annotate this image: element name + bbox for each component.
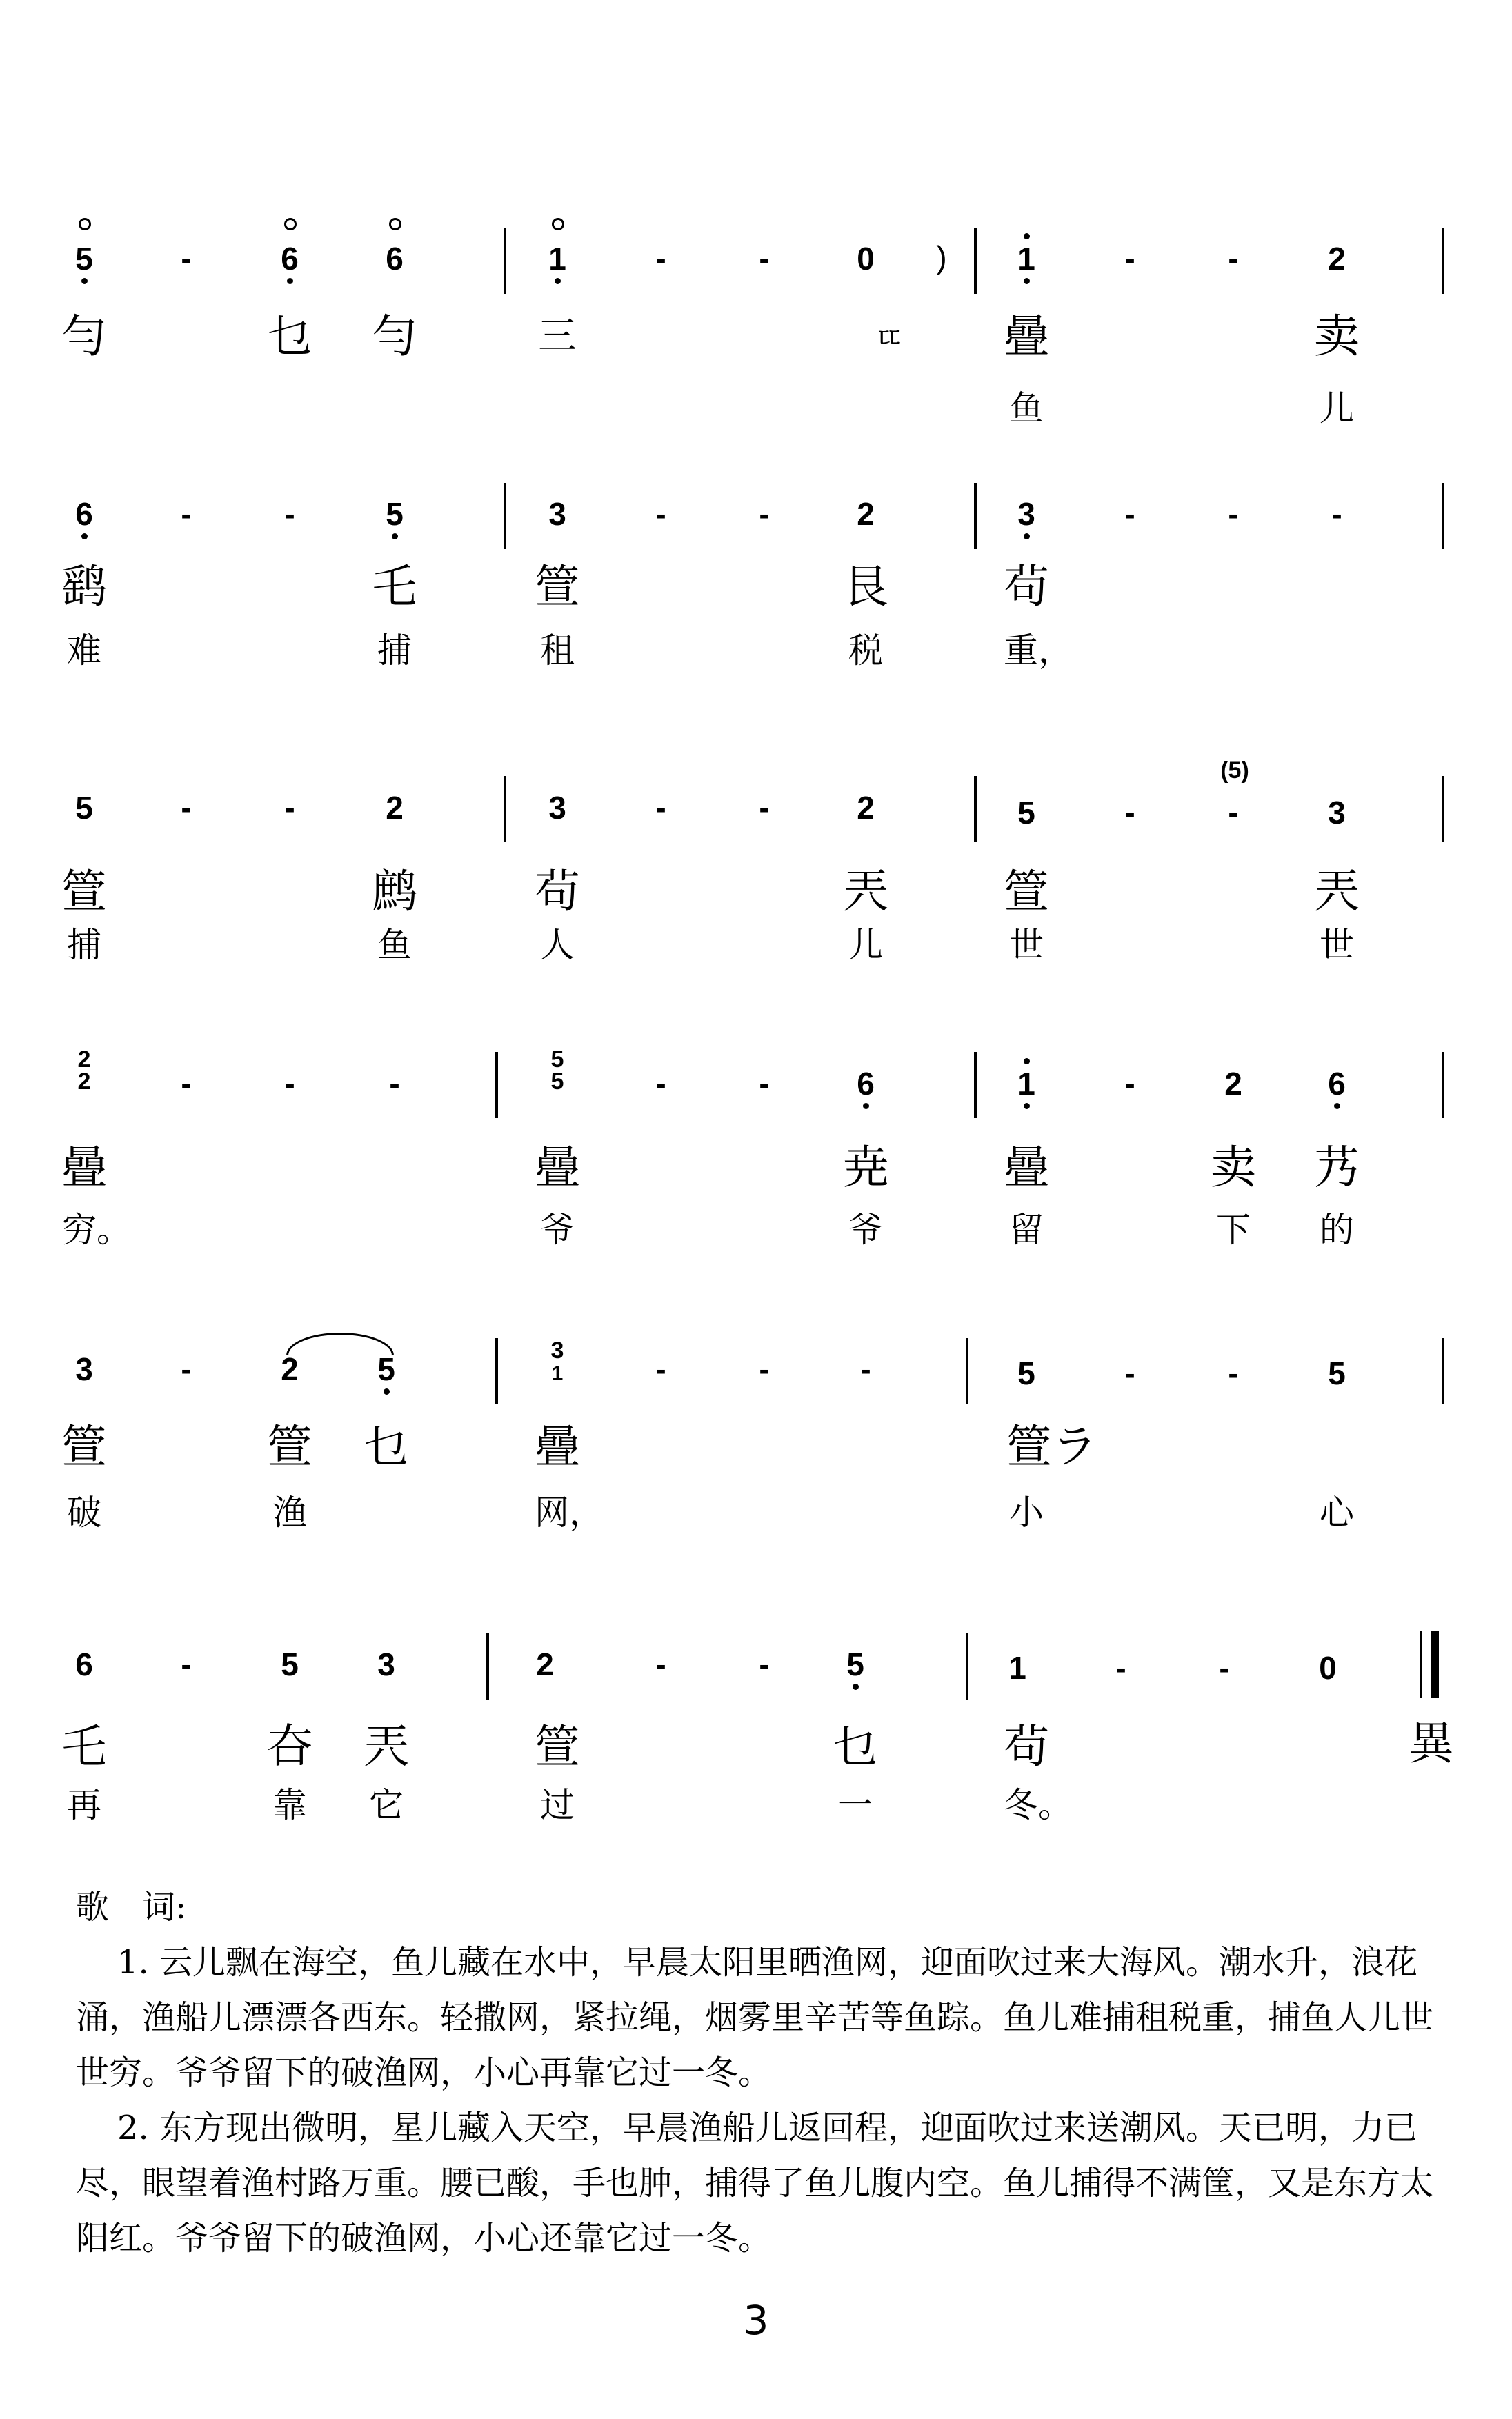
dash: - (284, 496, 295, 532)
note: 3 (548, 496, 566, 532)
dash: - (1124, 795, 1135, 830)
dash: - (1228, 496, 1239, 532)
note: 5 (63, 243, 105, 275)
dash: - (389, 1066, 400, 1102)
note: 5 (1328, 1355, 1346, 1391)
note: 1 (1006, 243, 1047, 275)
gongche-symbol: 乜 (364, 1420, 409, 1473)
dash: - (860, 1351, 871, 1387)
lyric-syllable: 靠 (272, 1785, 307, 1825)
note: 2 (281, 1351, 299, 1387)
dash: - (181, 1646, 192, 1682)
note-chord: 2 2 (77, 1046, 91, 1095)
lyric-syllable: 再 (67, 1785, 101, 1825)
lyric-syllable: 鱼 (1009, 388, 1044, 428)
gongche-symbol: 箮 (61, 1420, 107, 1473)
dash: - (181, 1351, 192, 1387)
dash: - (1228, 795, 1239, 830)
barline (1442, 483, 1444, 549)
barline (974, 228, 977, 294)
note: 6 (845, 1068, 886, 1099)
barline (974, 776, 977, 842)
dash: - (1124, 496, 1135, 532)
gongche-symbol: 勻 (61, 310, 107, 363)
closing-paren: ) (936, 239, 947, 275)
lyric-syllable: 难 (67, 630, 101, 670)
note-chord: 3 1 (550, 1337, 564, 1386)
note: 1 (1006, 1068, 1047, 1099)
lyric-syllable: 人 (540, 925, 575, 965)
final-barline-thick (1431, 1631, 1439, 1698)
barline (1442, 1338, 1444, 1404)
dash: - (1124, 241, 1135, 277)
final-barline-thin (1420, 1631, 1422, 1698)
note: 5 (1017, 795, 1035, 830)
lyrics-section (76, 1880, 1455, 2266)
lyric-syllable: 下 (1216, 1210, 1251, 1250)
gongche-symbol: 茍 (535, 865, 580, 918)
gongche-symbol: 卖 (1211, 1141, 1256, 1194)
gongche-symbol: 兲 (1314, 865, 1360, 918)
gongche-symbol: 茍 (1004, 1720, 1049, 1773)
lyric-syllable: 小 (1009, 1493, 1044, 1533)
lyric-syllable: 穷。 (62, 1210, 131, 1250)
gongche-symbol: 艮 (843, 560, 888, 613)
gongche-symbol: 曡 (61, 1141, 107, 1194)
dash: - (759, 790, 770, 826)
dash: - (1331, 496, 1342, 532)
dash: - (1124, 1066, 1135, 1102)
note: 2 (1224, 1066, 1242, 1102)
barline (974, 1052, 977, 1118)
gongche-symbol: 三 (538, 314, 577, 359)
gongche-symbol: 兲 (843, 865, 888, 918)
lyric-syllable: 留 (1009, 1210, 1044, 1250)
page-number: 3 (743, 2297, 769, 2344)
dash: - (655, 1646, 666, 1682)
note: 6 (1316, 1068, 1357, 1099)
gongche-symbol: 卖 (1314, 310, 1360, 363)
lyric-syllable: 重， (1004, 630, 1073, 670)
lyrics-heading: 歌 词: (76, 1888, 187, 1927)
dash: - (1115, 1650, 1126, 1686)
gongche-symbol: 箮ラ (1006, 1420, 1097, 1473)
dash: - (181, 790, 192, 826)
note: 1 (537, 243, 578, 275)
lyric-syllable: 过 (540, 1785, 575, 1825)
note: 2 (386, 790, 404, 826)
dash: - (655, 241, 666, 277)
gongche-symbol: 曡 (1004, 1141, 1049, 1194)
grace-note: (5) (1220, 757, 1249, 784)
gongche-symbol: 茍 (1004, 560, 1049, 613)
lyric-syllable: 儿 (848, 925, 883, 965)
note: 5 (366, 1353, 407, 1385)
note: 3 (377, 1646, 395, 1682)
lyric-syllable: 心 (1320, 1493, 1354, 1533)
lyric-syllable: 儿 (1320, 388, 1354, 428)
dash: - (181, 496, 192, 532)
gongche-symbol: 兲 (364, 1720, 409, 1773)
lyric-syllable: 它 (369, 1785, 404, 1825)
note: 3 (1006, 498, 1047, 530)
dash: - (1228, 241, 1239, 277)
dash: - (284, 1066, 295, 1102)
lyric-syllable: 租 (540, 630, 575, 670)
lyric-syllable: 世 (1009, 925, 1044, 965)
gongche-symbol: 箮 (1004, 865, 1049, 918)
dash: - (1219, 1650, 1230, 1686)
dash: - (655, 790, 666, 826)
gongche-symbol: 鹞 (61, 560, 107, 613)
gongche-symbol: 箮 (535, 560, 580, 613)
note: 6 (75, 1646, 93, 1682)
lyric-syllable: 税 (848, 630, 883, 670)
lyric-syllable: 爷 (540, 1210, 575, 1250)
gongche-symbol: ㄸ (875, 321, 904, 355)
barline (495, 1052, 498, 1118)
barline (1442, 1052, 1444, 1118)
gongche-symbol: 箮 (267, 1420, 312, 1473)
barline (504, 776, 506, 842)
lyric-syllable: 爷 (848, 1210, 883, 1250)
lyric-syllable: 破 (67, 1493, 101, 1533)
note: 6 (63, 498, 105, 530)
note: 5 (281, 1646, 299, 1682)
dash: - (655, 1066, 666, 1102)
barline (486, 1633, 489, 1700)
lyric-syllable: 冬。 (1004, 1785, 1073, 1825)
lyric-syllable: 捕 (67, 925, 101, 965)
lyric-syllable: 鱼 (377, 925, 412, 965)
barline (495, 1338, 498, 1404)
rest: 0 (857, 241, 875, 277)
dash: - (759, 1646, 770, 1682)
note: 1 (1008, 1650, 1026, 1686)
gongche-symbol: 曡 (535, 1420, 580, 1473)
gongche-symbol: 乇 (61, 1720, 107, 1773)
note: 5 (835, 1649, 876, 1680)
note: 2 (857, 790, 875, 826)
lyric-syllable: 网， (535, 1493, 604, 1533)
lyrics-verse-2: 2. 东方现出微明，星儿藏入天空，早晨渔船儿返回程，迎面吹过来送潮风。天已明，力已尽，眼望着渔村路万重。腰已酸，手也肿，捕得了鱼儿腹内空。鱼儿捕得不满筐，又是东方太阳红。爷爷留下的破渔网，小心还靠它过一冬。 (76, 2109, 1434, 2258)
dash: - (284, 790, 295, 826)
note-chord: 5 5 (550, 1046, 564, 1095)
dash: - (1124, 1355, 1135, 1391)
barline (504, 228, 506, 294)
note: 3 (548, 790, 566, 826)
dash: - (655, 1351, 666, 1387)
gongche-symbol: 乇 (372, 560, 417, 613)
dash: - (1228, 1355, 1239, 1391)
rest: 0 (1319, 1650, 1337, 1686)
note: 3 (1328, 795, 1346, 830)
lyric-syllable: 一 (838, 1785, 873, 1825)
barline (966, 1338, 968, 1404)
barline (504, 483, 506, 549)
gongche-symbol: 尭 (843, 1141, 888, 1194)
note: 6 (374, 243, 415, 275)
lyrics-verse-1: 1. 云儿飘在海空，鱼儿藏在水中，早晨太阳里晒渔网，迎面吹过来大海风。潮水升，浪花涌，渔船儿漂漂各西东。轻撒网，紧拉绳，烟雾里辛苦等鱼踪。鱼儿难捕租税重，捕鱼人儿世世穷。爷爷留下的破渔网，小心再靠它过一冬。 (76, 1943, 1434, 2092)
lyric-syllable: 捕 (377, 630, 412, 670)
note: 5 (1017, 1355, 1035, 1391)
note: 3 (75, 1351, 93, 1387)
dash: - (655, 496, 666, 532)
gongche-symbol: 夻 (267, 1720, 312, 1773)
gongche-symbol: 鹧 (372, 865, 417, 918)
dash: - (759, 496, 770, 532)
gongche-symbol: 曡 (535, 1141, 580, 1194)
note: 5 (75, 790, 93, 826)
note: 6 (269, 243, 310, 275)
note: 5 (374, 498, 415, 530)
dash: - (759, 1351, 770, 1387)
gongche-symbol: 曡 (1004, 310, 1049, 363)
barline (1442, 228, 1444, 294)
barline (966, 1633, 968, 1700)
gongche-symbol: 勻 (372, 310, 417, 363)
barline (974, 483, 977, 549)
dash: - (759, 1066, 770, 1102)
gongche-symbol: 異 (1409, 1717, 1454, 1770)
lyric-syllable: 渔 (272, 1493, 307, 1533)
gongche-symbol: 艿 (1314, 1141, 1360, 1194)
gongche-symbol: 箮 (535, 1720, 580, 1773)
barline (1442, 776, 1444, 842)
gongche-symbol: 箮 (61, 865, 107, 918)
dash: - (181, 1066, 192, 1102)
dash: - (181, 241, 192, 277)
lyric-syllable: 世 (1320, 925, 1354, 965)
note: 2 (536, 1646, 554, 1682)
note: 2 (1328, 241, 1346, 277)
dash: - (759, 241, 770, 277)
lyric-syllable: 的 (1320, 1210, 1354, 1250)
gongche-symbol: 乜 (833, 1720, 878, 1773)
note: 2 (857, 496, 875, 532)
gongche-symbol: 乜 (267, 310, 312, 363)
